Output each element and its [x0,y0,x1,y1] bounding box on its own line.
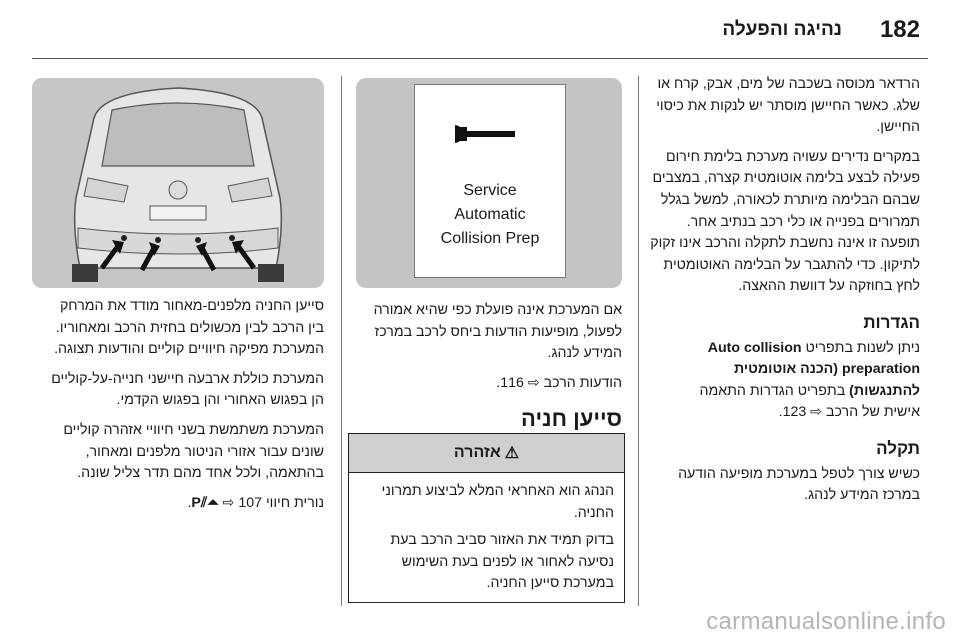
settings-paragraph [650,338,920,424]
menu-item-name-3: (הכנה אוטומטית [733,361,838,378]
menu-item-name-2: preparation [841,361,920,378]
display-figure [356,78,622,288]
car-rear-figure [32,78,324,288]
warning-header [349,434,624,473]
warning-body [349,473,624,595]
warning-title: אזהרה [453,444,501,461]
park-assist-paragraph: סייען החניה מלפנים-מאחור מודד את המרחק בין הרכב לבין מכשולים בחזית הרכב ומאחוריו. המערכת מפיקה חיוויים קוליים והודעות תצוגה. [54,298,324,358]
settings-heading: הגדרות [863,312,920,332]
system-message-paragraph: אם המערכת אינה פועלת כפי שהיא אמורה לפעול, מופיעות הודעות ביחס לרכב במרכז המידע לנהג. [373,302,622,362]
settings-text: ניתן לשנות בתפריט [805,339,920,356]
page-number: 182 [879,16,920,43]
car-rear-illustration [32,78,324,288]
indicator-text: נורית חיווי [265,494,324,511]
park-assist-heading: סייען חניה [521,406,622,432]
acoustic-paragraph: המערכת משתמשת בשני חיוויי אזהרה קוליים שונים עבור אזורי הניטור מלפנים ומאחור, בהתאמה, ולכל אחד מהם תדר צליל שונה. [63,421,324,482]
warning-paragraph-1: הנהג הוא האחראי המלא לביצוע תמרוני החניה. [381,483,614,521]
park-assist-symbol: P⫽⏶ [191,494,219,511]
vehicle-messages-ref: הודעות הרכב ⇨ 116. [496,374,622,391]
header-divider [32,58,928,59]
display-line-1: Service [463,182,517,199]
display-screen [414,84,566,278]
fault-paragraph: כשיש צורך לטפל במערכת מופיעה הודעה במרכז המידע לנהג. [678,465,920,504]
radar-paragraph: הרדאר מכוסה בשכבה של מים, אבק, קרח או שלג. כאשר החיישן מוסתר יש לנקות את כיסוי החיישן. [656,76,920,136]
middle-column [350,300,622,438]
right-column [650,74,920,515]
column-divider-left [341,76,342,606]
watermark: carmanualsonline.info [706,608,946,635]
indicator-paragraph [42,493,324,515]
warning-box [348,433,625,603]
menu-item-name-4: להתנגשות) [849,382,920,399]
wrench-icon [455,119,525,149]
fault-heading: תקלה [876,438,920,458]
warning-paragraph-2: בדוק תמיד את האזור סביב הרכב בעת נסיעה לאחור או לפנים בעת השימוש במערכת סייען החניה. [390,532,614,592]
warning-triangle-icon: ⚠ [504,445,520,462]
indicator-ref: ⇨ 107. [187,494,263,511]
page-title: נהיגה והפעלה [722,19,842,40]
column-divider-right [638,76,639,606]
braking-paragraph: במקרים נדירים עשויה מערכת בלימת חירום פעילה לבצע בלימה אוטומטית קצרה, במצבים שבהם הבלימה מיותרת לכאורה, למשל בגלל תמרורים בפנייה או כלי רכב בנתיב אחר. תופעה זו אינה נחשבת לתקלה והרכב אינו זקוק לתיקון. כדי להתגבר על הבלימה האוטומטית לחץ בחוזקה על דוושת ההאצה. [650,148,920,295]
settings-text-3: אישית של הרכב ⇨ 123. [778,404,920,421]
left-column [42,296,324,522]
display-line-2: Automatic [454,206,526,223]
settings-text-2: בתפריט הגדרות התאמה [699,382,846,399]
menu-item-name: Auto collision [707,339,802,356]
display-line-3: Collision Prep [440,230,540,247]
sensors-paragraph: המערכת כוללת ארבעה חיישני חנייה-על-קוליים הן בפגוש האחורי והן בפגוש הקדמי. [51,370,324,409]
